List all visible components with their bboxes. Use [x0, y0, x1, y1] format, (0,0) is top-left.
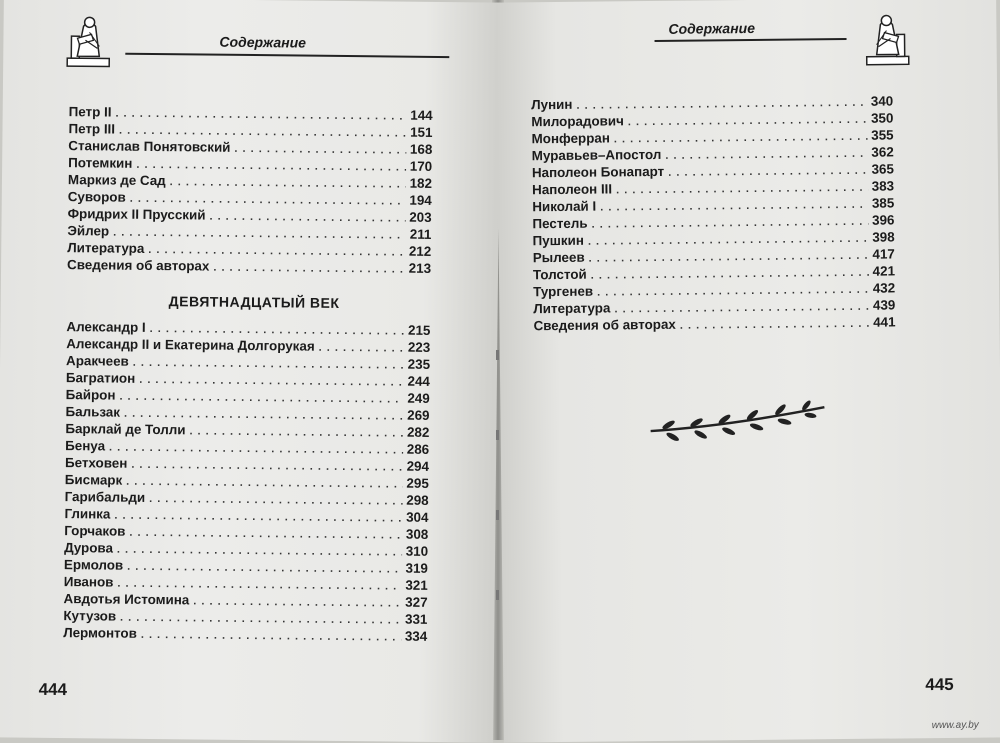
entry-page-number: 383	[871, 178, 895, 194]
dot-leader	[129, 527, 402, 542]
dot-leader	[628, 114, 867, 129]
entry-title: Маркиз де Сад	[67, 172, 166, 189]
dot-leader	[592, 216, 869, 231]
entry-title: Николай I	[532, 198, 597, 215]
entry-title: Барклай де Толли	[65, 421, 186, 438]
entry-title: Авдотья Истомина	[63, 591, 190, 608]
entry-page-number: 235	[407, 356, 431, 372]
entry-page-number: 213	[408, 260, 432, 276]
entry-title: Наполеон III	[532, 181, 613, 198]
page-number: 444	[38, 679, 68, 700]
toc-entry	[67, 257, 431, 278]
entry-page-number: 215	[408, 322, 431, 338]
entry-title: Петр III	[68, 121, 116, 137]
section-title: ДЕВЯТНАДЦАТЫЙ ВЕК	[168, 293, 340, 311]
entry-page-number: 294	[406, 458, 430, 474]
toc-entry	[63, 625, 427, 646]
dot-leader	[126, 476, 402, 491]
entry-page-number: 194	[409, 192, 432, 208]
entry-title: Петр II	[68, 104, 112, 120]
right-page	[496, 0, 1000, 743]
dot-leader	[119, 125, 406, 140]
entry-page-number: 362	[871, 144, 894, 160]
entry-page-number: 350	[870, 110, 894, 126]
entry-title: Александр I	[66, 319, 146, 335]
entry-title: Бенуа	[65, 438, 106, 454]
entry-title: Монферран	[531, 130, 610, 147]
binding-stitch	[496, 350, 499, 360]
entry-title: Эйлер	[67, 223, 110, 239]
dot-leader	[193, 595, 401, 609]
binding-stitch	[496, 590, 499, 600]
entry-page-number: 396	[872, 212, 895, 228]
dot-leader	[665, 148, 867, 162]
entry-title: Сведения об авторах	[533, 316, 676, 334]
entry-title: Суворов	[67, 189, 126, 205]
entry-page-number: 182	[409, 175, 433, 191]
entry-page-number: 421	[872, 263, 896, 279]
entry-title: Кутузов	[63, 608, 117, 624]
entry-title: Милорадович	[531, 113, 624, 130]
entry-title: Горчаков	[64, 523, 126, 539]
dot-leader	[117, 544, 402, 559]
entry-title: Александр II и Екатерина Долгорукая	[66, 336, 315, 354]
entry-page-number: 441	[873, 314, 896, 330]
header-rule	[125, 53, 449, 58]
entry-page-number: 340	[870, 93, 894, 109]
dot-leader	[614, 301, 869, 316]
entry-page-number: 286	[406, 441, 430, 457]
dot-leader	[120, 612, 401, 627]
entry-title: Наполеон Бонапарт	[531, 163, 665, 181]
entry-page-number: 398	[872, 229, 895, 245]
dot-leader	[148, 244, 405, 259]
entry-page-number: 295	[406, 475, 429, 491]
entry-page-number: 417	[872, 246, 895, 262]
dot-leader	[130, 193, 406, 208]
entry-page-number: 212	[408, 243, 432, 259]
entry-page-number: 304	[406, 509, 429, 525]
dot-leader	[139, 374, 403, 389]
entry-page-number: 151	[410, 124, 433, 140]
entry-page-number: 365	[871, 161, 894, 177]
entry-page-number: 144	[410, 107, 433, 123]
dot-leader	[127, 561, 402, 576]
entry-page-number: 308	[405, 526, 429, 542]
entry-page-number: 249	[407, 390, 430, 406]
entry-title: Глинка	[64, 506, 111, 522]
entry-title: Лермонтов	[63, 625, 137, 641]
dot-leader	[136, 159, 406, 174]
dot-leader	[600, 199, 868, 214]
toc-entry	[533, 314, 895, 335]
header-rule	[655, 38, 847, 42]
dot-leader	[113, 227, 406, 242]
entry-title: Сведения об авторах	[67, 257, 210, 274]
entry-title: Пестель	[532, 215, 588, 232]
entry-title: Дурова	[64, 540, 114, 556]
dot-leader	[680, 318, 869, 332]
entry-title: Аракчеев	[66, 353, 129, 369]
dot-leader	[189, 425, 403, 439]
toc-list	[531, 93, 895, 335]
entry-page-number: 319	[405, 560, 429, 576]
entry-title: Потемкин	[68, 155, 133, 171]
entry-page-number: 203	[409, 209, 432, 225]
entry-page-number: 282	[406, 424, 430, 440]
entry-page-number: 168	[409, 141, 433, 157]
dot-leader	[209, 211, 405, 225]
dot-leader	[170, 176, 406, 190]
dot-leader	[614, 131, 867, 146]
page-number: 445	[925, 674, 954, 695]
dot-leader	[213, 262, 404, 276]
entry-page-number: 298	[406, 492, 429, 508]
dot-leader	[114, 510, 402, 525]
entry-title: Бетховен	[64, 455, 128, 471]
dot-leader	[115, 108, 406, 123]
entry-title: Лунин	[531, 96, 573, 113]
dot-leader	[589, 250, 869, 265]
dot-leader	[616, 182, 868, 197]
entry-title: Станислав Понятовский	[68, 138, 231, 155]
entry-page-number: 385	[871, 195, 895, 211]
entry-page-number: 223	[407, 339, 431, 355]
entry-page-number: 355	[871, 127, 894, 143]
entry-page-number: 170	[409, 158, 433, 174]
entry-page-number: 269	[407, 407, 430, 423]
binding-stitch	[496, 510, 499, 520]
entry-title: Толстой	[532, 266, 587, 283]
entry-title: Литература	[533, 300, 611, 317]
entry-title: Тургенев	[533, 283, 594, 300]
dot-leader	[597, 284, 869, 299]
entry-title: Байрон	[65, 387, 116, 403]
entry-page-number: 244	[407, 373, 430, 389]
dot-leader	[133, 357, 404, 372]
entry-title: Пушкин	[532, 232, 584, 249]
toc-list	[67, 104, 433, 278]
dot-leader	[150, 323, 405, 338]
dot-leader	[234, 143, 406, 157]
dot-leader	[149, 493, 402, 508]
dot-leader	[117, 578, 401, 593]
entry-title: Муравьев–Апостол	[531, 146, 662, 164]
dot-leader	[124, 408, 403, 423]
entry-title: Фридрих II Прусский	[67, 206, 206, 223]
laurel-branch-icon	[646, 399, 830, 447]
dot-leader	[131, 459, 402, 474]
entry-title: Гарибальди	[64, 489, 146, 505]
entry-page-number: 310	[405, 543, 429, 559]
toc-list	[63, 319, 430, 646]
entry-page-number: 321	[405, 577, 428, 593]
dot-leader	[141, 629, 401, 644]
entry-title: Ермолов	[63, 557, 124, 573]
reading-monk-icon	[858, 6, 917, 69]
dot-leader	[588, 233, 869, 248]
dot-leader	[319, 342, 404, 355]
running-head: Содержание	[219, 33, 307, 51]
entry-page-number: 327	[405, 594, 428, 610]
dot-leader	[119, 391, 403, 406]
dot-leader	[109, 442, 403, 457]
entry-title: Иванов	[63, 574, 114, 590]
entry-page-number: 439	[872, 297, 896, 313]
watermark: www.ay.by	[931, 719, 979, 732]
entry-page-number: 432	[872, 280, 896, 296]
entry-title: Бальзак	[65, 404, 121, 420]
entry-title: Рылеев	[532, 249, 585, 266]
dot-leader	[591, 267, 869, 282]
binding-stitch	[496, 430, 499, 440]
running-head: Содержание	[668, 19, 756, 37]
entry-title: Бисмарк	[64, 472, 123, 488]
entry-page-number: 334	[404, 628, 428, 644]
dot-leader	[668, 165, 868, 179]
reading-monk-icon	[59, 8, 118, 71]
entry-page-number: 211	[409, 226, 432, 242]
entry-title: Багратион	[65, 370, 136, 386]
entry-title: Литература	[67, 240, 145, 256]
dot-leader	[576, 97, 867, 112]
entry-page-number: 331	[404, 611, 428, 627]
